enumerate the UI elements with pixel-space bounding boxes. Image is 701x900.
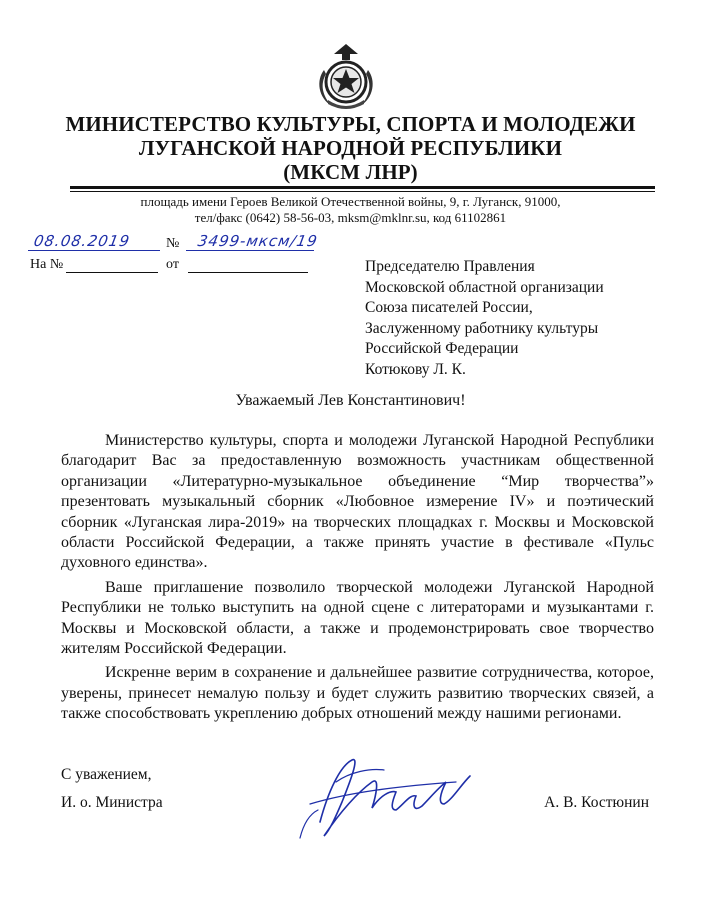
handwritten-date: 08.08.2019 (32, 232, 132, 250)
handwritten-number: 3499-мксм/19 (196, 232, 320, 250)
recipient-block (365, 257, 685, 380)
number-label: № (166, 236, 180, 251)
body-paragraph: Министерство культуры, спорта и молодежи Луганской Народной Республики благодарит Вас за предоставленную возможность участникам общественной организации «Литературно-музыкальное объединение “Мир творчества”» презентовать музыкальный сборник «Любовное измерение IV» и поэтический сборник «Луганская лира-2019» на творческих площадках г. Москвы и Московской области Российской Федерации, а также принять участие в фестивале «Пульс духовного единства». (61, 432, 654, 572)
from-label: от (166, 257, 179, 272)
body-paragraph: Ваше приглашение позволило творческой молодежи Луганской Народной Республики не только выступить на одной сцене с литераторами и музыкантами г. Москвы и Московской области, а также и продемонстрировать свое творчество жителям Российской Федерации. (61, 578, 654, 658)
address-line1: площадь имени Героев Великой Отечественной войны, 9, г. Луганск, 91000, (140, 194, 561, 209)
in-reply-date-blank (188, 272, 308, 273)
closing-regards: С уважением, (61, 766, 152, 783)
recipient-line: Российской Федерации (365, 340, 519, 357)
org-title-line1: МИНИСТЕРСТВО КУЛЬТУРЫ, СПОРТА И МОЛОДЕЖИ (65, 112, 636, 136)
recipient-line: Союза писателей России, (365, 299, 533, 316)
signer-name: А. В. Костюнин (544, 794, 649, 811)
salutation: Уважаемый Лев Константинович! (235, 392, 466, 409)
handwritten-signature-icon (280, 752, 480, 842)
signer-position: И. о. Министра (61, 794, 163, 811)
header-rule-thin (70, 191, 655, 192)
recipient-line: Котюкову Л. К. (365, 360, 466, 378)
in-reply-number-blank (66, 272, 158, 273)
recipient-line: Председателю Правления (365, 258, 535, 275)
number-underline (186, 250, 314, 251)
recipient-line: Заслуженному работнику культуры (365, 319, 599, 337)
body-paragraph: Искренне верим в сохранение и дальнейшее развитие сотрудничества, которое, уверены, принесет немалую пользу и будет служить развитию творческих связей, а также способствовать укреплению добрых отношений между нашими регионами. (61, 664, 654, 723)
letter-body (61, 431, 654, 729)
org-title-line2: ЛУГАНСКОЙ НАРОДНОЙ РЕСПУБЛИКИ (138, 136, 563, 160)
address-line2: тел/факс (0642) 58-56-03, mksm@mklnr.su, код 61102861 (194, 210, 507, 225)
recipient-line: Московской областной организации (365, 278, 604, 296)
date-underline (28, 250, 160, 251)
in-reply-label: На № (30, 257, 64, 272)
header-rule-thick (70, 186, 655, 189)
org-title-line3: (МКСМ ЛНР) (283, 160, 418, 184)
lnr-coat-of-arms-icon (306, 40, 386, 112)
